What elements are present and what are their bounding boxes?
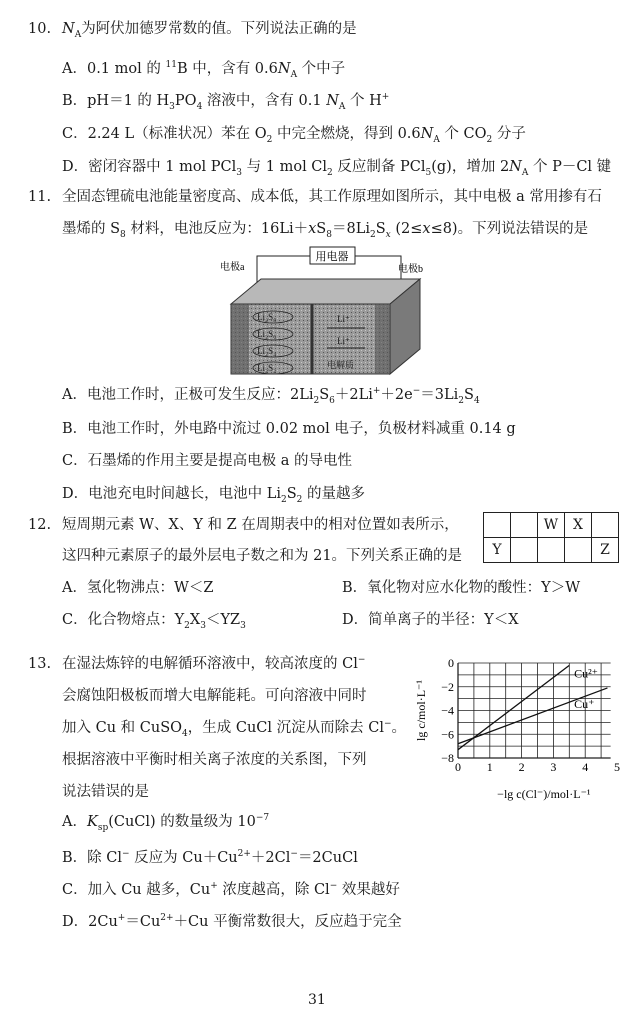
x-tick-label: 5 [614,760,620,774]
question-13-stem: 加入 Cu 和 CuSO$_4$，生成 CuCl 沉淀从而除去 Cl−。 [62,719,407,739]
supscript: + [372,386,381,397]
pt-cell-y: Y [484,538,511,563]
option-C: C．2.24 L（标准状况）苯在 $O_2$ 中完全燃烧，得到 $0.6N_A$ 个 $CO_2$ 分子 [62,126,526,145]
supscript: 2+ [237,849,251,860]
y-tick-label: −8 [441,751,454,765]
supscript: −7 [255,813,270,824]
option-D: D．简单离子的半径：Y＜X [342,612,519,628]
question-13-stem: 会腐蚀阳极板而增大电解能耗。可向溶液中同时 [62,688,367,704]
option-C: C．化合物熔点：$Y_2X_3<YZ_3$ [62,612,246,631]
option-A: A．$K_{sp}(CuCl)$ 的数量级为 $10^{-7}$ [62,813,270,833]
y-tick-label: 0 [448,656,454,670]
subscript: 5 [425,167,432,178]
italic-symbol: K [86,814,98,830]
subscript: 3 [169,101,175,112]
supscript: + [381,92,390,103]
subscript [386,230,391,240]
subscript: 8 [326,229,332,240]
subscript: sp [97,822,109,833]
supscript: + [210,881,218,892]
subscript: 2 [369,229,376,240]
electrode-a-label: 电极a [220,262,245,273]
battery-diagram [215,244,445,376]
question-11-stem: 全固态锂硫电池能量密度高、成本低，其工作原理如图所示，其中电极 a 常用掺有石 [62,189,602,205]
electrode-b-label: 电极b [398,264,423,275]
question-number: 11. [28,189,52,205]
subscript: 4 [196,101,203,112]
supscript: − [383,719,392,730]
series-label: Cu⁺ [574,697,595,712]
subscript: 2 [486,134,493,145]
option-C: C．加入 Cu 越多，Cu+ 浓度越高，除 Cl− 效果越好 [62,881,400,898]
question-10-stem: $N_A$为阿伏加德罗常数的值。下列说法正确的是 [62,21,357,40]
subscript: 4 [473,395,480,406]
subscript: 4 [182,728,188,739]
subscript: A [433,134,440,145]
italic-symbol: N [277,61,291,77]
subscript: A [74,29,82,40]
pt-cell-x: X [565,513,592,538]
pt-cell-z: Z [592,538,619,563]
species-label: Li₂S₂ [257,363,277,373]
subscript: 3 [240,620,246,631]
pt-cell [511,538,538,563]
subscript: 2 [296,494,303,505]
italic-symbol: N [420,126,434,142]
question-13-stem: 根据溶液中平衡时相关离子浓度的关系图，下列 [62,752,367,768]
italic-symbol: N [62,21,75,37]
series-label: Cu²⁺ [574,666,599,681]
species-label: Li₂S₄ [257,346,277,356]
load-device-label: 用电器 [315,251,349,263]
question-number: 12. [28,517,52,533]
wire-left [257,256,310,282]
x-tick-label: 4 [582,760,589,774]
option-B: B．氧化物对应水化物的酸性：Y＞W [342,580,581,596]
x-tick-label: 3 [550,760,557,774]
supscript: − [122,849,130,860]
option-B: B．除 Cl− 反应为 $Cu+Cu^{2+}+2Cl^-=2CuCl$ [62,849,358,866]
subscript: 2 [327,167,333,178]
supscript: − [329,881,338,892]
battery-top [231,279,420,304]
species-label: Li₂S₈ [257,312,277,322]
subscript: 2 [266,134,273,145]
electrolyte-label: 电解质 [327,360,355,370]
question-12-stem: 短周期元素 W、X、Y 和 Z 在周期表中的相对位置如表所示， [62,517,459,533]
electrode-b [375,304,390,374]
option-A: A．氢化物沸点：W＜Z [62,580,214,596]
y-tick-label: −6 [441,727,454,742]
ion-label: Li⁺ [337,336,350,346]
subscript: A [338,101,346,112]
pt-cell [538,538,565,563]
subscript: 2 [458,395,465,406]
pt-cell-w: W [538,513,565,538]
subscript: 3 [236,167,243,178]
pt-cell [592,513,619,538]
italic-symbol: N [326,93,339,109]
pt-cell [565,538,592,563]
pt-cell [484,513,511,538]
subscript: A [521,167,529,178]
ion-label: Li⁺ [337,314,350,324]
question-13-stem: 在湿法炼锌的电解循环溶液中，较高浓度的 Cl− [62,655,366,672]
supscript: − [412,386,421,397]
option-D: D．$2Cu^+=Cu^{2+}+Cu$ 平衡常数很大，反应趋于完全 [62,913,402,930]
italic-symbol: N [509,159,522,175]
supscript: 2+ [160,913,174,924]
subscript: 8 [120,229,126,240]
question-number: 10. [28,21,52,37]
option-C: C．石墨烯的作用主要是提高电极 a 的导电性 [62,453,352,469]
y-tick-label: −4 [441,703,454,718]
option-A: A．0.1 mol 的 $^{11}$B 中，含有 $0.6N_A$ 个中子 [62,60,346,80]
question-12-stem: 这四种元素原子的最外层电子数之和为 21。下列关系正确的是 [62,548,463,564]
subscript: 6 [329,395,335,406]
supscript: 11 [165,60,177,71]
option-D: D．密闭容器中 1 mol PCl$_3$ 与 1 mol $Cl_2$ 反应制备 PCl$_5$(g)，增加 $2N_A$ 个 P－Cl 键 [62,159,612,178]
question-number: 13. [28,656,52,672]
option-B: B．电池工作时，外电路中流过 0.02 mol 电子，负极材料减重 0.14 g [62,421,516,437]
subscript: 3 [200,620,206,631]
question-13-stem: 说法错误的是 [62,784,149,800]
x-tick-label: 1 [486,760,493,774]
option-B: B．pH＝1 的 $H_3PO_4$ 溶液中，含有 0.1 $N_A$ 个 H+ [62,92,390,112]
electrode-a [231,304,249,374]
x-tick-label: 2 [518,760,525,774]
wire-right [355,256,401,282]
supscript: + [117,913,126,924]
supscript: − [290,849,298,860]
page-number: 31 [308,992,326,1008]
question-11-stem: 墨烯的 $S_8$ 材料，电池反应为：$16Li+xS_8=8Li_2S_x$ (2≤x≤8)。下列说法错误的是 [62,221,589,240]
option-D: D．电池充电时间越长，电池中 $Li_2S_2$ 的量越多 [62,486,366,505]
subscript: 2 [184,620,190,631]
subscript: 2 [313,395,320,406]
concentration-chart [408,650,640,815]
italic-symbol: x [385,229,391,240]
italic-symbol: x [422,221,431,237]
y-axis-label: lg c/mol·L⁻¹ [414,680,428,741]
italic-symbol: x [308,221,317,237]
periodic-table-fragment [483,512,619,563]
x-axis-label: −lg c(Cl⁻)/mol·L⁻¹ [497,787,591,801]
subscript: A [290,69,298,80]
supscript: − [357,655,366,666]
x-tick-label: 0 [455,760,461,774]
pt-cell [511,513,538,538]
y-tick-label: −2 [441,679,454,694]
species-label: Li₂S₆ [257,329,277,339]
option-A: A．电池工作时，正极可发生反应：$2Li_2S_6+2Li^++2e^-=3Li_2S_4$ [62,386,480,406]
subscript: 2 [281,494,287,505]
